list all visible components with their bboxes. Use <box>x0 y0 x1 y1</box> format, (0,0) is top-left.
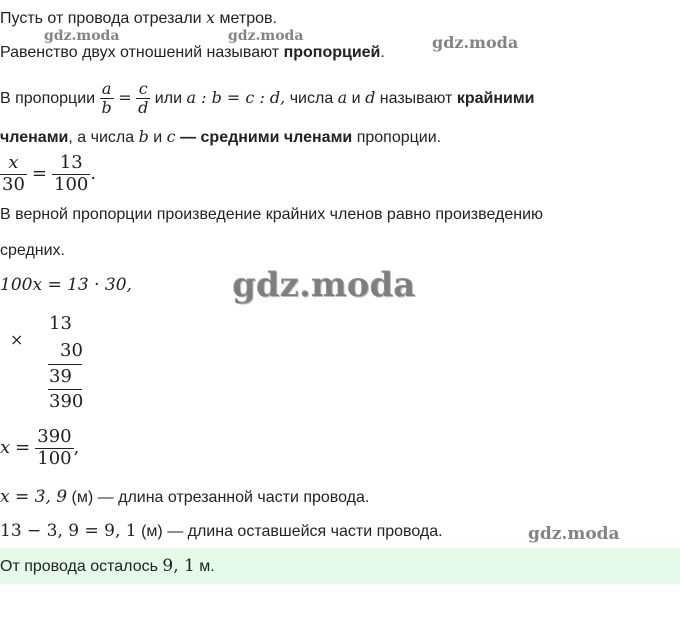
rule-and-2: и <box>153 129 163 146</box>
fraction-13-100 <box>52 153 90 195</box>
watermark: gdz.moda <box>44 28 120 44</box>
answer-line <box>0 556 215 576</box>
equation-line <box>0 150 96 197</box>
fraction-a-b <box>100 80 114 118</box>
multiplicand: 13 <box>49 313 72 334</box>
watermark: gdz.moda <box>432 33 519 52</box>
definition-end: . <box>380 44 385 61</box>
fraction-390-100-denominator: 100 <box>37 447 72 469</box>
fraction-c-d-denominator: d <box>138 98 149 118</box>
rule-ratio-expression: a : b = c : d, <box>186 88 286 107</box>
step-3-unit: (м) <box>71 489 94 506</box>
rule-comma: , а числа <box>68 129 135 146</box>
fraction-c-d-numerator: c <box>138 78 148 98</box>
fraction-13-100-denominator: 100 <box>54 173 89 195</box>
multiplication-sign: × <box>10 330 24 349</box>
rule-equals: = <box>118 88 132 107</box>
step-4-expression: 13 − 3, 9 = 9, 1 <box>0 521 137 541</box>
step-3-expression: x = 3, 9 <box>0 487 68 507</box>
rule-var-b: b <box>138 127 149 146</box>
rule-line-2 <box>0 127 441 148</box>
multiplication-rule-1 <box>48 364 82 365</box>
intro-line <box>0 8 277 29</box>
definition-line <box>0 43 385 63</box>
watermark: gdz.moda <box>528 524 620 544</box>
answer-value: 9, 1 <box>162 556 195 576</box>
rule-or: или <box>154 90 183 107</box>
answer-unit: м. <box>199 558 215 575</box>
definition-term: пропорцией <box>283 44 381 61</box>
step-4-unit: (м) <box>141 523 163 540</box>
rule-named: называют <box>379 90 453 107</box>
intro-suffix: метров. <box>219 10 277 27</box>
intro-text: Пусть от провода отрезали <box>0 10 202 27</box>
fraction-x-30 <box>0 153 27 195</box>
fraction-390-100-numerator: 390 <box>37 426 72 448</box>
rule-var-c: c <box>166 127 176 146</box>
multiplier: 30 <box>60 340 83 361</box>
answer-text: От провода осталось <box>0 558 158 575</box>
rule-dash: — <box>175 129 201 146</box>
step-2-end: , <box>73 437 80 458</box>
fraction-x-30-numerator: x <box>8 152 19 174</box>
rule-term-middle: средними членами <box>200 129 353 146</box>
rule-var-d: d <box>365 88 376 107</box>
intro-variable: x <box>206 8 216 27</box>
rule-prefix: В пропорции <box>0 90 96 107</box>
fraction-a-b-denominator: b <box>101 98 112 118</box>
equation-equals: = <box>31 163 48 184</box>
watermark-large: gdz.moda <box>232 265 416 305</box>
rule-term-extreme: крайними <box>456 90 535 107</box>
step-3-line <box>0 487 369 508</box>
step-2-equals: = <box>15 437 31 458</box>
partial-product: 39 <box>49 366 72 387</box>
step-1-expression: 100x = 13 · 30, <box>0 275 132 295</box>
rule-term-members: членами <box>0 129 69 146</box>
rule-numbers: числа <box>289 90 334 107</box>
definition-text: Равенство двух отношений называют <box>0 44 280 61</box>
rule-var-a: a <box>337 88 348 107</box>
rule-line-1 <box>0 76 535 121</box>
multiplication-result: 390 <box>49 391 84 412</box>
fraction-390-100 <box>35 427 73 469</box>
rule-and: и <box>351 90 361 107</box>
fraction-13-100-numerator: 13 <box>59 152 83 174</box>
step-4-line <box>0 521 443 542</box>
fraction-a-b-numerator: a <box>101 78 112 98</box>
property-line-1: В верной пропорции произведение крайних членов равно произведению <box>0 206 543 223</box>
multiplication-rule-2 <box>48 389 82 390</box>
step-4-text: — длина оставшейся части провода. <box>167 523 443 540</box>
step-2-variable: x <box>0 437 11 458</box>
rule-suffix: пропорции. <box>356 129 442 146</box>
fraction-x-30-denominator: 30 <box>2 173 25 195</box>
fraction-c-d <box>136 80 150 118</box>
step-3-text: — длина отрезанной части провода. <box>97 489 370 506</box>
watermark: gdz.moda <box>228 28 304 44</box>
property-line-2: средних. <box>0 242 65 259</box>
equation-end: . <box>90 163 97 184</box>
answer-box <box>0 548 680 584</box>
step-2-line <box>0 424 79 471</box>
